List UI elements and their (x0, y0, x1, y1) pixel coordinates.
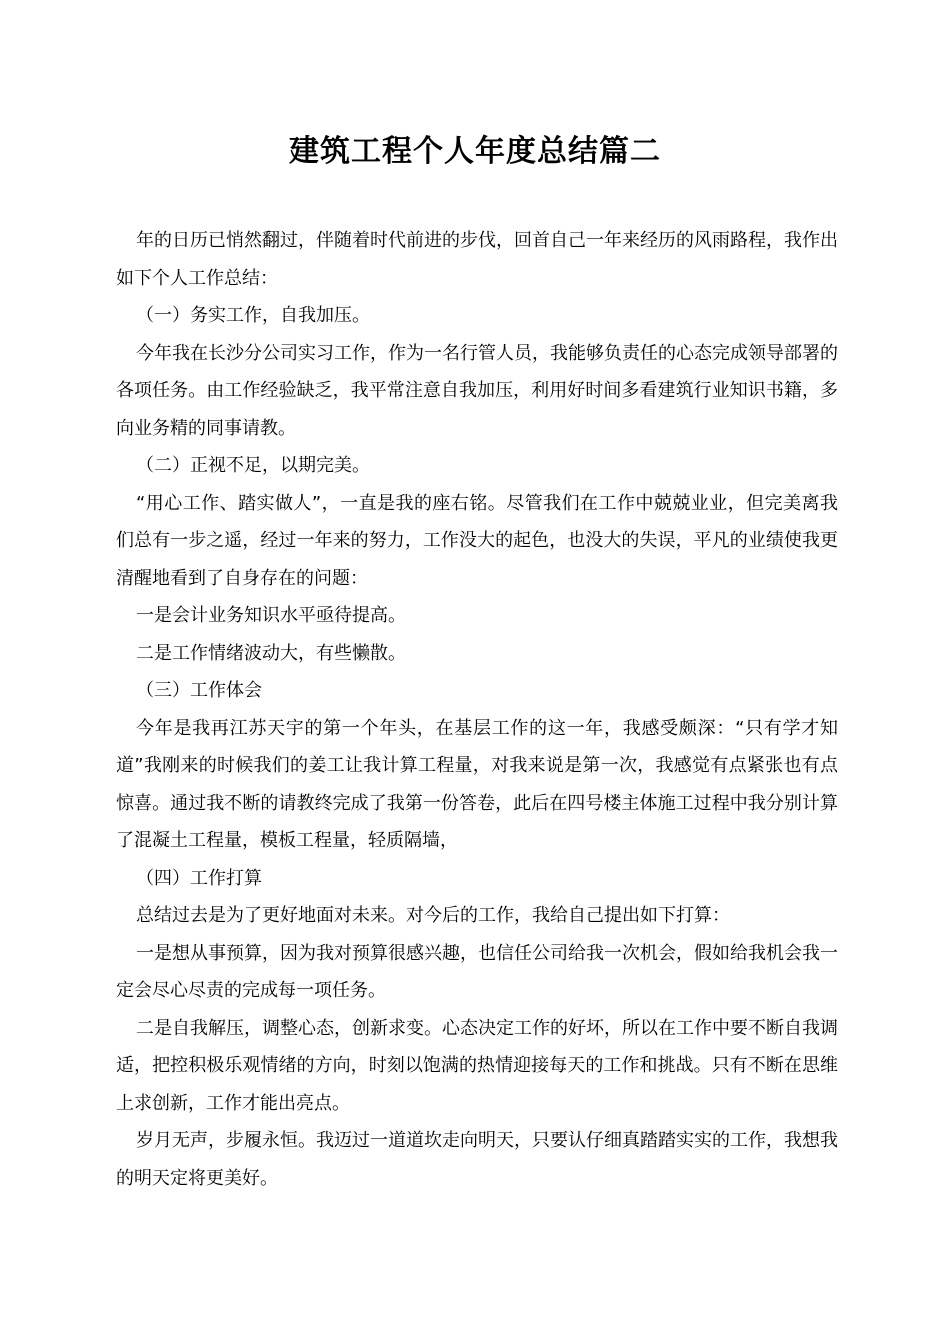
paragraph: 今年我在长沙分公司实习工作，作为一名行管人员，我能够负责任的心态完成领导部署的各项任务。由工作经验缺乏，我平常注意自我加压，利用好时间多看建筑行业知识书籍，多向业务精的同事请教。 (116, 342, 838, 439)
section-heading-2: （二）正视不足，以期完美。 (136, 455, 370, 476)
paragraph: 二是工作情绪波动大，有些懒散。 (136, 642, 406, 664)
document-title: 建筑工程个人年度总结篇二 (289, 134, 661, 169)
paragraph-closing: 岁月无声，步履永恒。我迈过一道道坎走向明天，只要认仔细真踏踏实实的工作，我想我的明天定将更美好。 (116, 1130, 838, 1189)
document-body (116, 222, 838, 1197)
paragraph: 二是自我解压，调整心态，创新求变。心态决定工作的好坏，所以在工作中要不断自我调适，把控积极乐观情绪的方向，时刻以饱满的热情迎接每天的工作和挑战。只有不断在思维上求创新，工作才能出亮点。 (116, 1017, 838, 1114)
paragraph: 今年是我再江苏天宇的第一个年头，在基层工作的这一年，我感受颇深：“只有学才知道”我刚来的时候我们的姜工让我计算工程量，对我来说是第一次，我感觉有点紧张也有点惊喜。通过我不断的请教终完成了我第一份答卷，此后在四号楼主体施工过程中我分别计算了混凝土工程量，模板工程量，轻质隔墙， (116, 717, 838, 851)
section-heading-4: （四）工作打算 (136, 867, 262, 889)
paragraph-intro: 年的日历已悄然翻过，伴随着时代前进的步伐，回首自己一年来经历的风雨路程，我作出如下个人工作总结： (116, 230, 838, 289)
section-heading-3: （三）工作体会 (136, 680, 262, 701)
paragraph: 一是想从事预算，因为我对预算很感兴趣，也信任公司给我一次机会，假如给我机会我一定会尽心尽责的完成每一项任务。 (116, 942, 838, 1001)
paragraph: 一是会计业务知识水平亟待提高。 (136, 605, 406, 626)
section-heading-1: （一）务实工作，自我加压。 (136, 305, 370, 326)
paragraph: 总结过去是为了更好地面对未来。对今后的工作，我给自己提出如下打算： (136, 905, 730, 926)
paragraph: “用心工作、踏实做人”，一直是我的座右铭。尽管我们在工作中兢兢业业，但完美离我们总有一步之遥，经过一年来的努力，工作没大的起色，也没大的失误，平凡的业绩使我更清醒地看到了自身存在的问题： (116, 492, 838, 589)
